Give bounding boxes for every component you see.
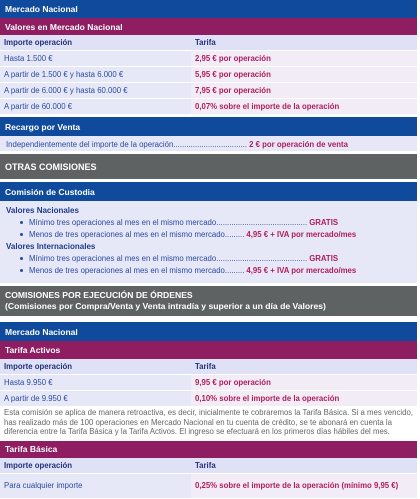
table-row — [0, 391, 417, 407]
column-header: Tarifa — [191, 35, 417, 51]
table-row — [0, 375, 417, 391]
tarifa-basica-header — [0, 441, 417, 458]
recargo-text: Independientemente del importe de la operación.................................. — [6, 140, 247, 149]
recargo-note — [0, 136, 417, 151]
section-title: Mercado Nacional — [5, 4, 78, 14]
table-header-row — [0, 35, 417, 51]
recargo-header — [0, 117, 417, 136]
table-cell: 0,07% sobre el importe de la operación — [191, 99, 417, 115]
list-item-text: Menos de tres operaciones al mes en el mismo mercado......... — [29, 265, 245, 275]
table-cell: A partir de 9.950 € — [0, 391, 191, 407]
bullet-icon — [20, 221, 23, 224]
list-item — [6, 228, 411, 240]
mercado-nacional-header-2 — [0, 322, 417, 341]
valores-nacionales-title: Valores Nacionales — [6, 206, 79, 215]
list-item-value: GRATIS — [309, 217, 339, 227]
section-title: OTRAS COMISIONES — [5, 161, 97, 172]
table-row — [0, 83, 417, 99]
table-cell: A partir de 1.500 € y hasta 6.000 € — [0, 67, 191, 83]
list-item — [6, 264, 411, 276]
table-row — [0, 51, 417, 67]
valores-internacionales-title: Valores Internacionales — [6, 242, 96, 251]
bullet-icon — [20, 269, 23, 272]
section-subtitle: Tarifa Básica — [5, 444, 58, 454]
list-item-value: GRATIS — [309, 253, 339, 263]
table-row — [0, 99, 417, 115]
table-header-row — [0, 359, 417, 375]
table-cell: 5,95 € por operación — [191, 67, 417, 83]
column-header: Tarifa — [191, 458, 417, 474]
table-header-row — [0, 458, 417, 474]
list-item — [6, 252, 411, 264]
mercado-nacional-header — [0, 0, 417, 18]
tarifa-basica-table — [0, 458, 417, 499]
tarifa-activos-note: Esta comisión se aplica de manera retroactiva, es decir, inicialmente te cobraremos la Tarifa Básica. Si a mes vencido, has realizado más de 100 operaciones en Mercado Nacional en tu cuenta de crédito, se te abonará en cuenta la diferencia entre la Tarifa Básica y la Tarifa Activos. El ingreso se efectuará en los primeros días hábiles del mes. — [0, 407, 417, 441]
table-cell: 9,95 € por operación — [191, 375, 417, 391]
table-row — [0, 473, 417, 498]
section-title: Mercado Nacional — [5, 326, 78, 337]
otras-comisiones-header — [0, 154, 417, 179]
column-header: Importe operación — [0, 35, 191, 51]
column-header: Tarifa — [191, 359, 417, 375]
tarifa-activos-table — [0, 359, 417, 407]
recargo-value: 2 € por operación de venta — [249, 140, 348, 149]
table-cell: Hasta 1.500 € — [0, 51, 191, 67]
list-item-value: 4,95 € + IVA por mercado/mes — [246, 265, 357, 275]
tarifas-table — [0, 35, 417, 115]
bullet-icon — [20, 233, 23, 236]
list-item-text: Menos de tres operaciones al mes en el mismo mercado......... — [29, 229, 245, 239]
section-title: Comisión de Custodia — [5, 186, 95, 197]
table-cell: Hasta 9.950 € — [0, 375, 191, 391]
table-cell: A partir de 60.000 € — [0, 99, 191, 115]
section-title: COMISIONES POR EJECUCIÓN DE ÓRDENES — [5, 290, 193, 300]
table-cell: 7,95 € por operación — [191, 83, 417, 99]
custodia-section — [0, 201, 417, 283]
section-subtitle: Tarifa Activos — [5, 345, 61, 355]
ejecucion-ordenes-header — [0, 286, 417, 316]
list-item — [6, 216, 411, 228]
tarifa-activos-header — [0, 341, 417, 359]
section-subtitle: (Comisiones por Compra/Venta y Venta intradía y superior a un día de Valores) — [5, 301, 326, 311]
table-cell: A partir de 6.000 € y hasta 60.000 € — [0, 83, 191, 99]
column-header: Importe operación — [0, 359, 191, 375]
valores-mercado-nacional-header — [0, 18, 417, 35]
section-title: Recargo por Venta — [5, 121, 81, 132]
table-row — [0, 67, 417, 83]
section-subtitle: Valores en Mercado Nacional — [5, 21, 123, 32]
table-cell: Para cualquier importe — [0, 473, 191, 498]
table-cell: 0,10% sobre el importe de la operación — [191, 391, 417, 407]
list-item-value: 4,95 € + IVA por mercado/mes — [246, 229, 357, 239]
table-cell: 2,95 € por operación — [191, 51, 417, 67]
column-header: Importe operación — [0, 458, 191, 474]
list-item-text: Mínimo tres operaciones al mes en el mismo mercado.......................................... — [29, 253, 308, 263]
list-item-text: Mínimo tres operaciones al mes en el mismo mercado.......................................... — [29, 217, 308, 227]
table-cell: 0,25% sobre el importe de la operación (mínimo 9,95 €) — [191, 473, 417, 498]
bullet-icon — [20, 257, 23, 260]
comision-custodia-header — [0, 182, 417, 201]
